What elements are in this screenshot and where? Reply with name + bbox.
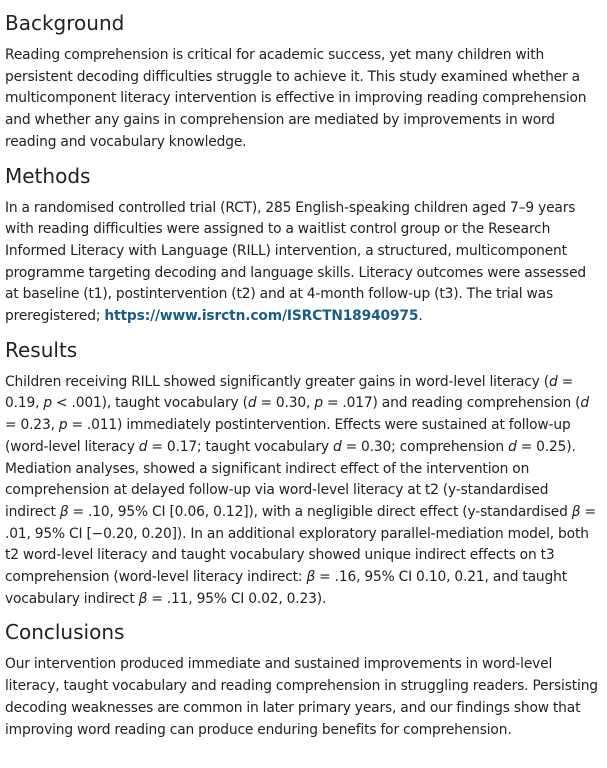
results-text: Children receiving RILL showed significantly greater gains in word-level literacy (: [5, 373, 549, 390]
results-text: = .011) immediately postintervention. Effects were sustained at follow-up (word-level literacy: [5, 417, 571, 455]
stat-symbol: p: [314, 395, 323, 412]
background-paragraph: Reading comprehension is critical for academic success, yet many children with persistent decoding difficulties struggle to achieve it. This study examined whether a multicomponent literacy intervention is effective in improving reading comprehension and whether any gains in comprehension are mediated by improvements in word reading and vocabulary knowledge.: [5, 47, 587, 150]
results-text: < .001), taught vocabulary (: [52, 395, 248, 412]
stat-symbol: β: [306, 569, 316, 586]
results-text: = .10, 95% CI [0.06, 0.12]), with a negligible direct effect (y-standardised: [68, 503, 572, 520]
results-text: = 0.30; comprehension: [341, 438, 509, 455]
background-heading: Background: [5, 11, 125, 35]
results-text: = 0.23,: [5, 417, 59, 434]
stat-symbol: β: [59, 503, 69, 520]
results-text: = 0.30,: [256, 395, 315, 412]
methods-text-end: .: [418, 308, 423, 325]
conclusions-paragraph: Our intervention produced immediate and sustained improvements in word-level literacy, taught vocabulary and reading comprehension in struggling readers. Persisting decoding weaknesses are common in later primary years, and our findings show that improving word reading can produce enduring benefits for comprehension.: [5, 656, 598, 738]
conclusions-heading: Conclusions: [5, 620, 125, 645]
results-text: = .16, 95% CI 0.10, 0.21, and taught vocabulary indirect: [5, 569, 567, 607]
results-text: = 0.19,: [5, 373, 574, 412]
results-text: = 0.25). Mediation analyses, showed a significant indirect effect of the intervention on comprehension at delayed follow-up via word-level literacy at t2 (y-standardised indirect: [5, 438, 576, 520]
trial-registration-link[interactable]: https://www.isrctn.com/ISRCTN18940975: [104, 308, 419, 325]
results-text: = .017) and reading comprehension (: [322, 395, 581, 412]
stat-symbol: d: [508, 438, 517, 455]
methods-heading: Methods: [5, 163, 91, 188]
results-text: = .01, 95% CI [−0.20, 0.20]). In an additional exploratory parallel-mediation model, both t2 word-level literacy and taught vocabulary showed unique indirect effects on t3 comprehension (word-level literacy indirect:: [5, 503, 596, 586]
stat-symbol: d: [138, 438, 148, 455]
methods-paragraph: [5, 198, 603, 328]
stat-symbol: d: [580, 395, 589, 412]
stat-symbol: d: [548, 373, 558, 390]
stat-symbol: d: [332, 438, 342, 455]
background-section: [5, 9, 603, 154]
methods-section: [5, 162, 603, 328]
results-heading: Results: [5, 337, 78, 362]
results-text: = .11, 95% CI 0.02, 0.23).: [147, 590, 327, 607]
conclusions-section: [5, 618, 603, 741]
methods-text: In a randomised controlled trial (RCT), 285 English-speaking children aged 7–9 years with reading difficulties were assigned to a waitlist control group or the Research Informed Literacy with Language (RILL) intervention, a structured, multicomponent programme targeting decoding and language skills. Literacy outcomes were assessed at baseline (t1), postintervention (t2) and at 4-month follow-up (t3). The trial was preregistered;: [5, 199, 587, 325]
results-text: = 0.17; taught vocabulary: [147, 438, 333, 455]
stat-symbol: d: [247, 395, 257, 412]
results-section: [5, 336, 603, 611]
stat-symbol: p: [58, 417, 68, 434]
results-paragraph: [5, 372, 603, 611]
stat-symbol: β: [571, 503, 581, 520]
stat-symbol: β: [138, 590, 148, 607]
stat-symbol: p: [43, 395, 53, 412]
